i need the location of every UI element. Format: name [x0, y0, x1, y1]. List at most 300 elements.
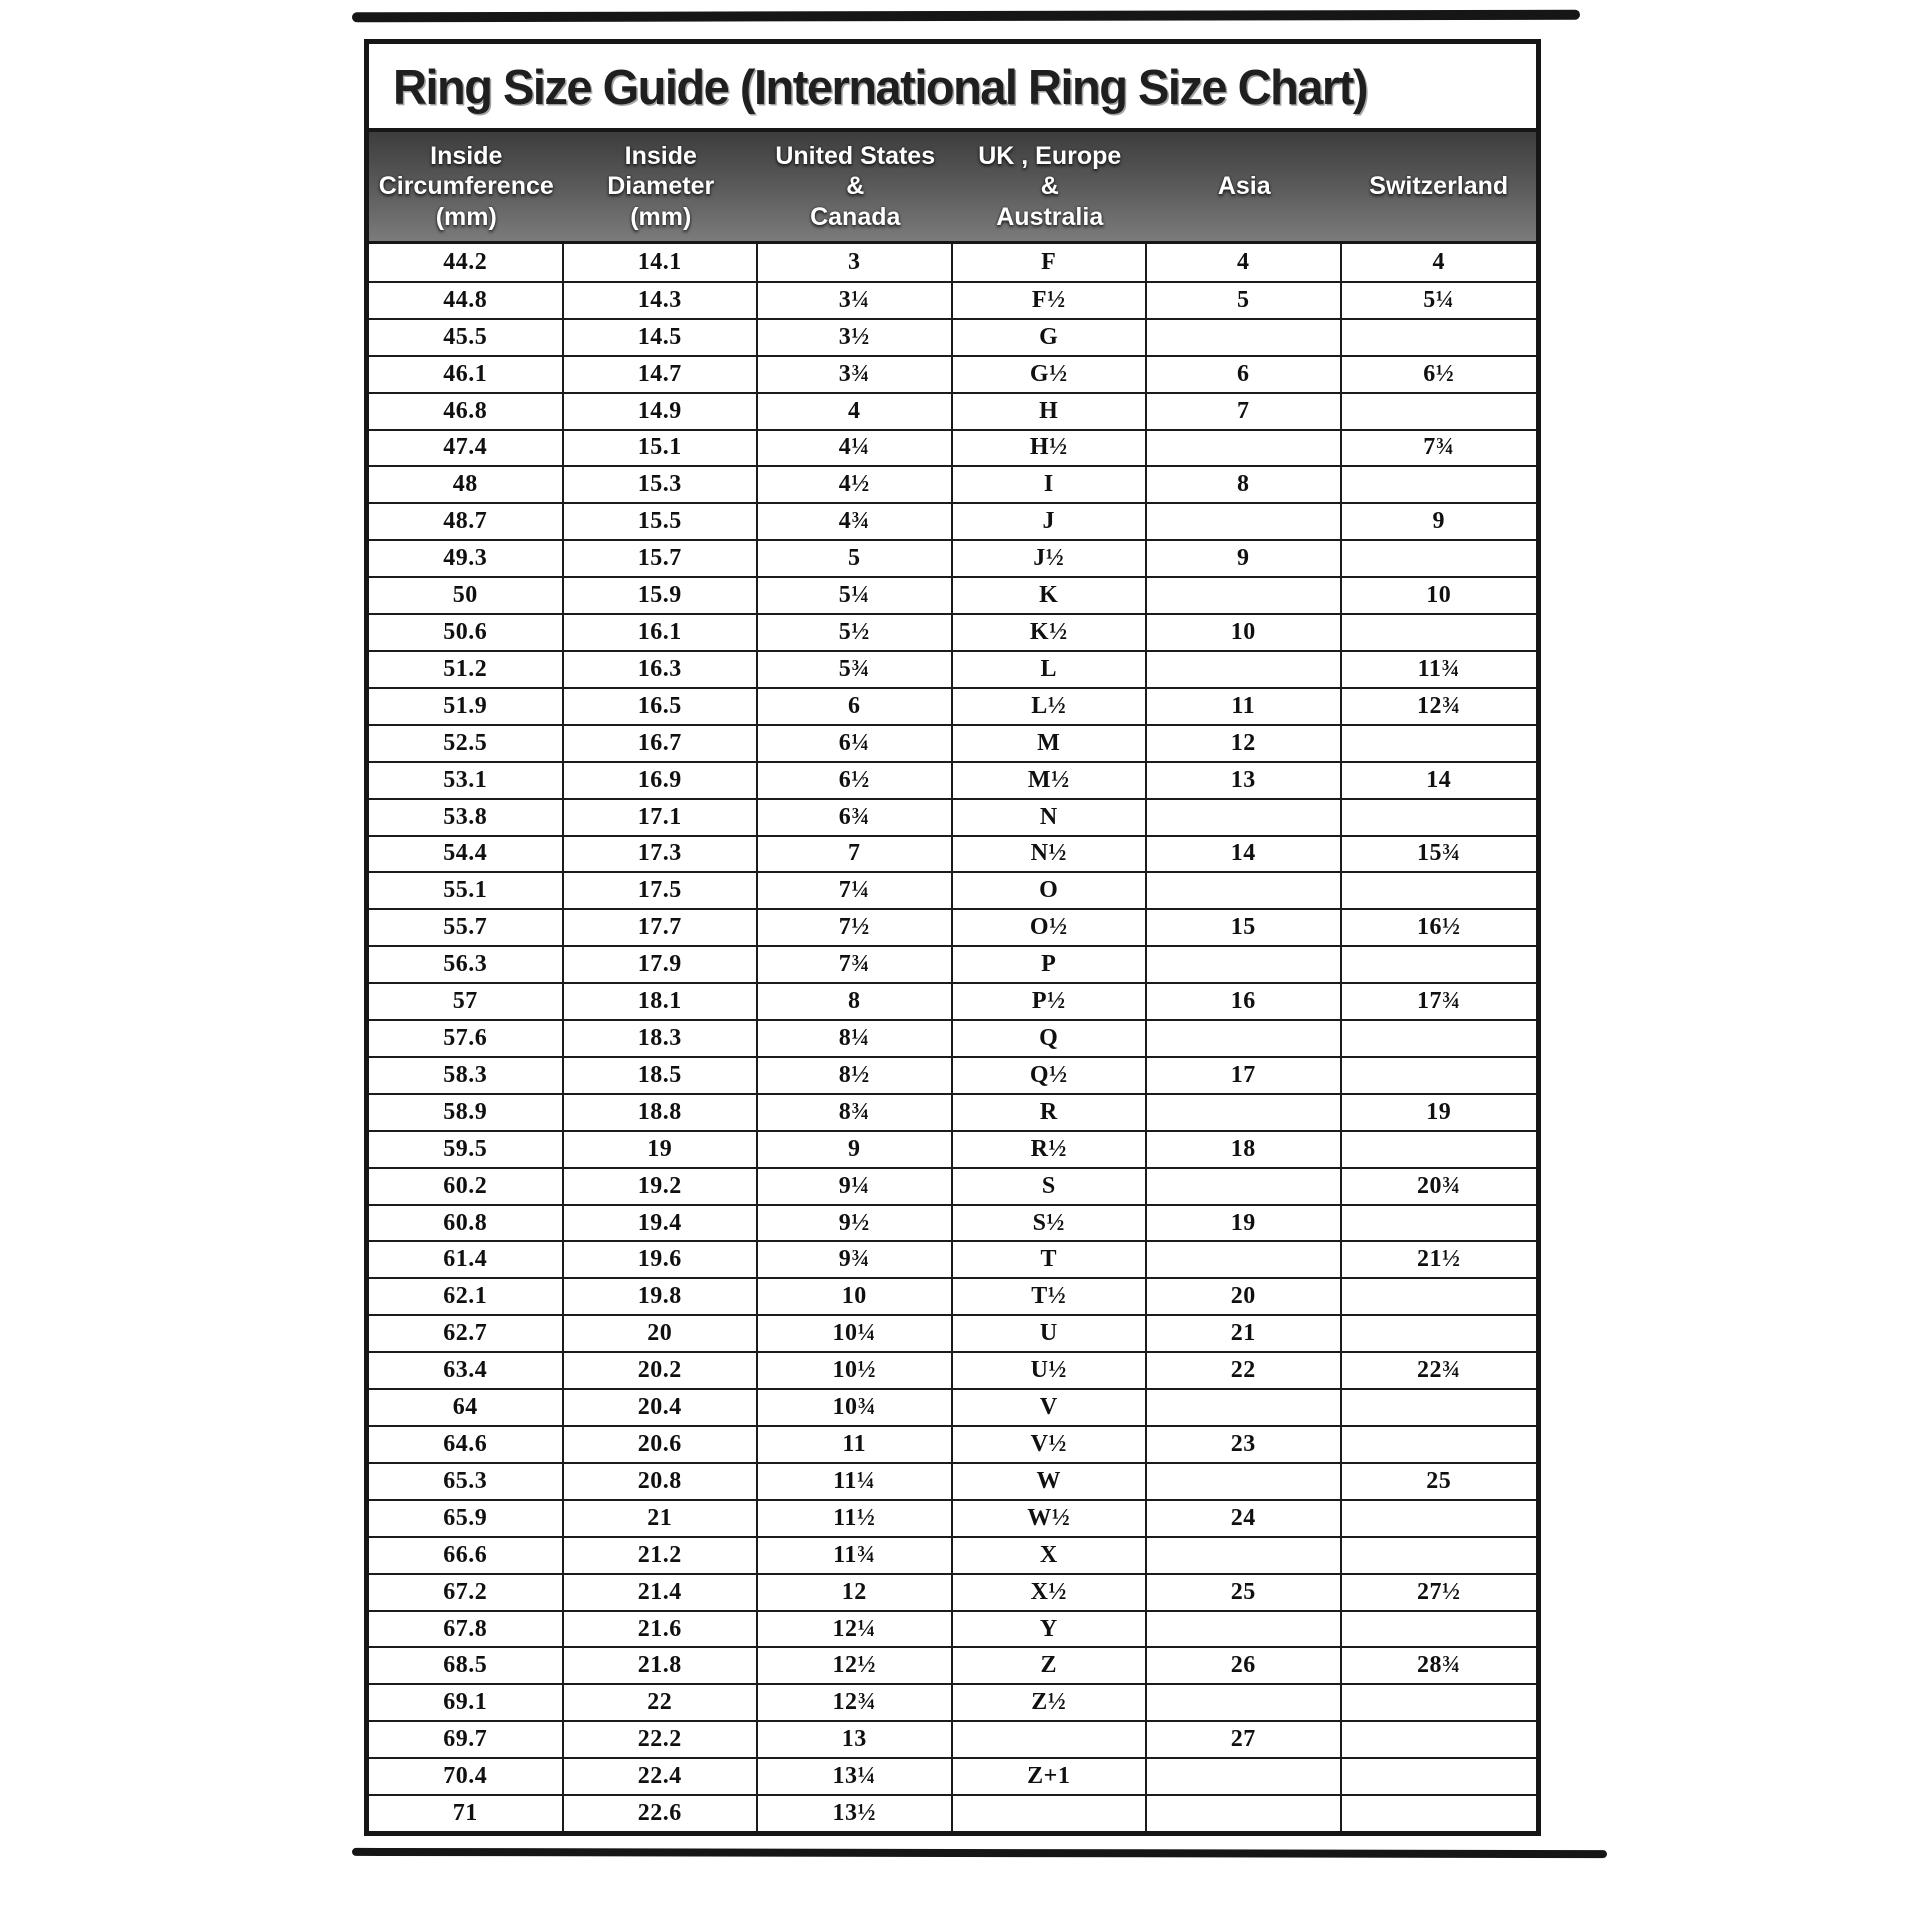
- table-cell: [1147, 1796, 1342, 1831]
- table-cell: 6½: [1423, 360, 1455, 387]
- table-cell: 12¾: [758, 1685, 953, 1720]
- table-cell: 18.1: [564, 984, 759, 1019]
- table-cell: 14.5: [564, 320, 759, 355]
- table-cell: 49.3: [369, 541, 564, 576]
- table-cell: J: [953, 504, 1148, 539]
- table-cell: [1342, 541, 1537, 576]
- table-cell: 14.1: [564, 244, 759, 281]
- table-cell: [1147, 1685, 1342, 1720]
- table-cell: 7½: [758, 910, 953, 945]
- table-cell: 11¾: [1417, 655, 1460, 682]
- table-cell: 63.4: [369, 1353, 564, 1388]
- table-cell: [1342, 1132, 1537, 1167]
- table-cell: 5¾: [758, 652, 953, 687]
- table-cell: [1147, 1464, 1342, 1499]
- table-row: [369, 539, 1536, 576]
- table-cell: 15.7: [564, 541, 759, 576]
- table-cell: 16: [1147, 984, 1342, 1019]
- table-cell: 8¾: [758, 1095, 953, 1130]
- table-cell: 27: [1147, 1722, 1342, 1757]
- table-cell: 15.1: [564, 431, 759, 466]
- table-cell: 53.8: [369, 800, 564, 835]
- table-cell: V: [953, 1390, 1148, 1425]
- table-cell: 7¾: [1423, 434, 1455, 461]
- table-row: [369, 908, 1536, 945]
- table-cell: 57.6: [369, 1021, 564, 1056]
- table-cell: N½: [953, 837, 1148, 872]
- table-cell: 21.2: [564, 1538, 759, 1573]
- column-header-asia: [1147, 132, 1342, 241]
- table-cell: 15.5: [564, 504, 759, 539]
- table-cell: 10: [1426, 582, 1452, 609]
- table-cell: 20.2: [564, 1353, 759, 1388]
- table-cell: Q: [953, 1021, 1148, 1056]
- table-cell: [1342, 726, 1537, 761]
- table-cell: [1147, 320, 1342, 355]
- table-row: [369, 392, 1536, 429]
- table-cell: 9½: [758, 1206, 953, 1241]
- table-cell: 6¼: [758, 726, 953, 761]
- table-cell: 68.5: [369, 1648, 564, 1683]
- table-cell: 17: [1147, 1058, 1342, 1093]
- table-cell: 14.9: [564, 394, 759, 429]
- table-cell: 58.9: [369, 1095, 564, 1130]
- table-cell: 10: [758, 1279, 953, 1314]
- table-cell: 10½: [758, 1353, 953, 1388]
- table-cell: 5¼: [758, 578, 953, 613]
- table-cell: 56.3: [369, 947, 564, 982]
- table-cell: 17.3: [564, 837, 759, 872]
- table-cell: L½: [953, 689, 1148, 724]
- table-cell: S½: [953, 1206, 1148, 1241]
- table-cell: 8: [758, 984, 953, 1019]
- table-cell: 57: [369, 984, 564, 1019]
- table-cell: 23: [1147, 1427, 1342, 1462]
- table-cell: [1147, 947, 1342, 982]
- table-row: [369, 281, 1536, 318]
- table-cell: [1342, 1316, 1537, 1351]
- table-cell: F½: [953, 283, 1148, 318]
- table-cell: 69.1: [369, 1685, 564, 1720]
- table-cell: H: [953, 394, 1148, 429]
- table-cell: 52.5: [369, 726, 564, 761]
- table-cell: 18.5: [564, 1058, 759, 1093]
- table-cell: 22.4: [564, 1759, 759, 1794]
- table-row: [369, 1277, 1536, 1314]
- table-cell: 44.8: [369, 283, 564, 318]
- table-cell: [1147, 1612, 1342, 1647]
- table-cell: [1147, 1759, 1342, 1794]
- table-cell: 3¼: [758, 283, 953, 318]
- table-cell: 11: [758, 1427, 953, 1462]
- table-cell: 20: [1147, 1279, 1342, 1314]
- table-cell: 5½: [758, 615, 953, 650]
- table-cell: [1147, 1390, 1342, 1425]
- table-cell: 16.9: [564, 763, 759, 798]
- table-cell: 60.8: [369, 1206, 564, 1241]
- table-cell: 4: [1432, 248, 1445, 275]
- table-cell: [1342, 467, 1537, 502]
- table-row: [369, 1204, 1536, 1241]
- table-row: [369, 355, 1536, 392]
- table-cell: 21: [564, 1501, 759, 1536]
- table-cell: S: [953, 1169, 1148, 1204]
- table-cell: 19: [1426, 1098, 1452, 1125]
- ring-size-table: [364, 39, 1541, 1836]
- table-cell: T½: [953, 1279, 1148, 1314]
- table-cell: 3½: [758, 320, 953, 355]
- table-header-row: [369, 132, 1536, 244]
- table-cell: 14: [1147, 837, 1342, 872]
- table-body: [369, 244, 1536, 1831]
- table-cell: 9: [758, 1132, 953, 1167]
- table-cell: [1147, 1095, 1342, 1130]
- table-cell: G½: [953, 357, 1148, 392]
- table-cell: [1342, 1759, 1537, 1794]
- column-header-line: (mm): [435, 202, 497, 231]
- table-cell: W½: [953, 1501, 1148, 1536]
- table-cell: G: [953, 320, 1148, 355]
- table-cell: 18.3: [564, 1021, 759, 1056]
- table-cell: [1342, 1021, 1537, 1056]
- table-cell: 60.2: [369, 1169, 564, 1204]
- table-cell: 7: [758, 837, 953, 872]
- table-cell: 11¾: [758, 1538, 953, 1573]
- table-cell: R½: [953, 1132, 1148, 1167]
- table-cell: 4¼: [758, 431, 953, 466]
- table-cell: [1342, 394, 1537, 429]
- table-cell: 53.1: [369, 763, 564, 798]
- table-cell: Z½: [953, 1685, 1148, 1720]
- table-cell: I: [953, 467, 1148, 502]
- table-cell: 46.1: [369, 357, 564, 392]
- table-cell: 19: [1147, 1206, 1342, 1241]
- table-cell: 17¾: [1417, 988, 1461, 1015]
- table-cell: J½: [953, 541, 1148, 576]
- column-header-line: Inside: [430, 141, 503, 170]
- table-row: [369, 1314, 1536, 1351]
- table-cell: 5: [1147, 283, 1342, 318]
- table-cell: 64.6: [369, 1427, 564, 1462]
- table-cell: 21.4: [564, 1575, 759, 1610]
- table-row: [369, 1388, 1536, 1425]
- column-header-line: (mm): [630, 202, 692, 231]
- table-cell: K: [953, 578, 1148, 613]
- table-cell: [1342, 320, 1537, 355]
- column-header-line: &: [1040, 172, 1059, 201]
- table-cell: K½: [953, 615, 1148, 650]
- bottom-rule: [352, 1848, 1607, 1858]
- table-cell: 8½: [758, 1058, 953, 1093]
- table-cell: 48: [369, 467, 564, 502]
- table-cell: [1147, 1242, 1342, 1277]
- table-cell: 71: [369, 1796, 564, 1831]
- table-cell: 17.1: [564, 800, 759, 835]
- table-row: [369, 613, 1536, 650]
- table-cell: [1342, 1685, 1537, 1720]
- table-title-band: [369, 44, 1536, 132]
- table-cell: V½: [953, 1427, 1148, 1462]
- table-cell: H½: [953, 431, 1148, 466]
- table-row: [369, 871, 1536, 908]
- table-cell: 18.8: [564, 1095, 759, 1130]
- table-cell: [1147, 873, 1342, 908]
- table-cell: 6: [758, 689, 953, 724]
- table-cell: [1342, 1722, 1537, 1757]
- table-cell: 12¾: [1417, 692, 1461, 719]
- table-cell: [1342, 873, 1537, 908]
- table-cell: 22¾: [1417, 1357, 1461, 1384]
- table-cell: 3: [758, 244, 953, 281]
- table-row: [369, 945, 1536, 982]
- table-cell: 9: [1147, 541, 1342, 576]
- column-header-line: Asia: [1217, 172, 1271, 201]
- column-header-inside-circumference: [369, 132, 564, 241]
- table-row: [369, 1462, 1536, 1499]
- table-cell: 21: [1147, 1316, 1342, 1351]
- table-cell: 7: [1147, 394, 1342, 429]
- table-row: [369, 1056, 1536, 1093]
- table-cell: 19.6: [564, 1242, 759, 1277]
- table-cell: 51.9: [369, 689, 564, 724]
- column-header-line: Switzerland: [1369, 172, 1509, 201]
- table-cell: 13¼: [758, 1759, 953, 1794]
- table-cell: 16.7: [564, 726, 759, 761]
- table-cell: [1342, 1796, 1537, 1831]
- column-header-line: Inside: [624, 141, 697, 170]
- table-cell: 22: [1147, 1353, 1342, 1388]
- table-cell: 9¾: [758, 1242, 953, 1277]
- table-cell: 17.9: [564, 947, 759, 982]
- table-cell: M½: [953, 763, 1148, 798]
- table-cell: 15¾: [1417, 840, 1461, 867]
- table-cell: 21.6: [564, 1612, 759, 1647]
- table-row: [369, 429, 1536, 466]
- table-cell: 5¼: [1423, 286, 1455, 313]
- table-row: [369, 1019, 1536, 1056]
- table-cell: 11½: [758, 1501, 953, 1536]
- table-cell: 15: [1147, 910, 1342, 945]
- table-row: [369, 1646, 1536, 1683]
- table-cell: 44.2: [369, 244, 564, 281]
- column-header-line: United States: [775, 141, 936, 170]
- table-cell: O: [953, 873, 1148, 908]
- table-cell: T: [953, 1242, 1148, 1277]
- table-row: [369, 1573, 1536, 1610]
- table-row: [369, 761, 1536, 798]
- table-cell: Z: [953, 1648, 1148, 1683]
- table-row: [369, 1351, 1536, 1388]
- table-cell: Q½: [953, 1058, 1148, 1093]
- table-cell: 14: [1426, 766, 1452, 793]
- table-cell: Z+1: [953, 1759, 1148, 1794]
- table-cell: U: [953, 1316, 1148, 1351]
- table-cell: 12½: [758, 1648, 953, 1683]
- table-cell: [1342, 1612, 1537, 1647]
- table-cell: 6¾: [758, 800, 953, 835]
- table-cell: 4¾: [758, 504, 953, 539]
- table-cell: 16.5: [564, 689, 759, 724]
- page-title: Ring Size Guide (International Ring Size Chart): [393, 58, 1368, 114]
- table-cell: [1342, 800, 1537, 835]
- table-row: [369, 318, 1536, 355]
- table-row: [369, 1536, 1536, 1573]
- table-cell: 4: [1147, 244, 1342, 281]
- table-cell: 62.7: [369, 1316, 564, 1351]
- table-row: [369, 1130, 1536, 1167]
- column-header-uk-europe-australia: [953, 132, 1148, 241]
- table-cell: 19.2: [564, 1169, 759, 1204]
- table-cell: X½: [953, 1575, 1148, 1610]
- table-cell: 8: [1147, 467, 1342, 502]
- table-cell: 58.3: [369, 1058, 564, 1093]
- table-row: [369, 1683, 1536, 1720]
- table-cell: 18: [1147, 1132, 1342, 1167]
- table-cell: 24: [1147, 1501, 1342, 1536]
- table-cell: 15.3: [564, 467, 759, 502]
- table-cell: 20.4: [564, 1390, 759, 1425]
- table-cell: 20: [564, 1316, 759, 1351]
- table-row: [369, 724, 1536, 761]
- table-cell: U½: [953, 1353, 1148, 1388]
- table-cell: 13: [758, 1722, 953, 1757]
- table-cell: 4½: [758, 467, 953, 502]
- column-header-line: Australia: [996, 202, 1104, 231]
- table-cell: P½: [953, 984, 1148, 1019]
- table-cell: [1342, 1206, 1537, 1241]
- table-cell: [1342, 1058, 1537, 1093]
- table-cell: 27½: [1417, 1578, 1461, 1605]
- table-cell: 9¼: [758, 1169, 953, 1204]
- table-cell: 25: [1426, 1467, 1452, 1494]
- table-cell: [1147, 1169, 1342, 1204]
- table-cell: 48.7: [369, 504, 564, 539]
- table-cell: 51.2: [369, 652, 564, 687]
- table-cell: 20.8: [564, 1464, 759, 1499]
- table-cell: [1147, 431, 1342, 466]
- table-cell: 3¾: [758, 357, 953, 392]
- table-cell: [1342, 1279, 1537, 1314]
- table-cell: 28¾: [1417, 1652, 1461, 1679]
- table-cell: 26: [1147, 1648, 1342, 1683]
- table-row: [369, 687, 1536, 724]
- table-cell: [1147, 578, 1342, 613]
- table-cell: 11: [1147, 689, 1342, 724]
- table-cell: 64: [369, 1390, 564, 1425]
- table-cell: [1342, 1427, 1537, 1462]
- table-cell: F: [953, 244, 1148, 281]
- table-cell: M: [953, 726, 1148, 761]
- table-row: [369, 1720, 1536, 1757]
- table-cell: 22.6: [564, 1796, 759, 1831]
- table-cell: 6½: [758, 763, 953, 798]
- column-header-switzerland: [1342, 132, 1537, 241]
- column-header-line: &: [846, 172, 865, 201]
- table-row: [369, 1093, 1536, 1130]
- table-cell: 55.1: [369, 873, 564, 908]
- table-cell: 12: [758, 1575, 953, 1610]
- table-cell: P: [953, 947, 1148, 982]
- table-cell: 7¾: [758, 947, 953, 982]
- column-header-line: UK , Europe: [978, 141, 1122, 170]
- table-cell: 17.7: [564, 910, 759, 945]
- column-header-us-canada: [758, 132, 953, 241]
- table-row: [369, 1167, 1536, 1204]
- table-cell: Y: [953, 1612, 1148, 1647]
- table-cell: 8¼: [758, 1021, 953, 1056]
- table-cell: [1342, 615, 1537, 650]
- table-row: [369, 798, 1536, 835]
- column-header-line: Diameter: [607, 172, 715, 201]
- table-cell: 19.4: [564, 1206, 759, 1241]
- table-row: [369, 982, 1536, 1019]
- table-cell: [1147, 1538, 1342, 1573]
- table-row: [369, 1499, 1536, 1536]
- table-cell: W: [953, 1464, 1148, 1499]
- table-cell: 15.9: [564, 578, 759, 613]
- table-cell: 50.6: [369, 615, 564, 650]
- column-header-line: Canada: [810, 202, 901, 231]
- table-row: [369, 1794, 1536, 1831]
- table-cell: 70.4: [369, 1759, 564, 1794]
- table-cell: [1147, 504, 1342, 539]
- table-cell: [1147, 800, 1342, 835]
- table-row: [369, 244, 1536, 281]
- table-row: [369, 1610, 1536, 1647]
- table-cell: 55.7: [369, 910, 564, 945]
- table-cell: 45.5: [369, 320, 564, 355]
- table-cell: 69.7: [369, 1722, 564, 1757]
- top-rule: [352, 10, 1580, 23]
- table-cell: 22.2: [564, 1722, 759, 1757]
- table-cell: [953, 1796, 1148, 1831]
- table-cell: 62.1: [369, 1279, 564, 1314]
- table-cell: 54.4: [369, 837, 564, 872]
- table-row: [369, 1757, 1536, 1794]
- table-cell: 67.8: [369, 1612, 564, 1647]
- table-cell: 65.3: [369, 1464, 564, 1499]
- table-cell: 11¼: [758, 1464, 953, 1499]
- table-cell: 21.8: [564, 1648, 759, 1683]
- table-row: [369, 1240, 1536, 1277]
- table-cell: 13: [1147, 763, 1342, 798]
- table-cell: 16.1: [564, 615, 759, 650]
- table-cell: [1342, 1538, 1537, 1573]
- table-cell: 13½: [758, 1796, 953, 1831]
- column-header-line: Circumference: [378, 172, 554, 201]
- table-row: [369, 465, 1536, 502]
- table-cell: 12¼: [758, 1612, 953, 1647]
- table-cell: [1342, 1390, 1537, 1425]
- table-cell: 10¼: [758, 1316, 953, 1351]
- table-cell: N: [953, 800, 1148, 835]
- table-cell: 22: [564, 1685, 759, 1720]
- table-cell: 20¾: [1417, 1172, 1461, 1199]
- table-cell: 19.8: [564, 1279, 759, 1314]
- table-row: [369, 650, 1536, 687]
- table-cell: 4: [758, 394, 953, 429]
- table-cell: 20.6: [564, 1427, 759, 1462]
- table-row: [369, 835, 1536, 872]
- table-cell: 6: [1147, 357, 1342, 392]
- table-cell: 61.4: [369, 1242, 564, 1277]
- table-cell: 46.8: [369, 394, 564, 429]
- table-row: [369, 502, 1536, 539]
- table-cell: 65.9: [369, 1501, 564, 1536]
- table-cell: R: [953, 1095, 1148, 1130]
- table-cell: 7¼: [758, 873, 953, 908]
- table-cell: [1147, 1021, 1342, 1056]
